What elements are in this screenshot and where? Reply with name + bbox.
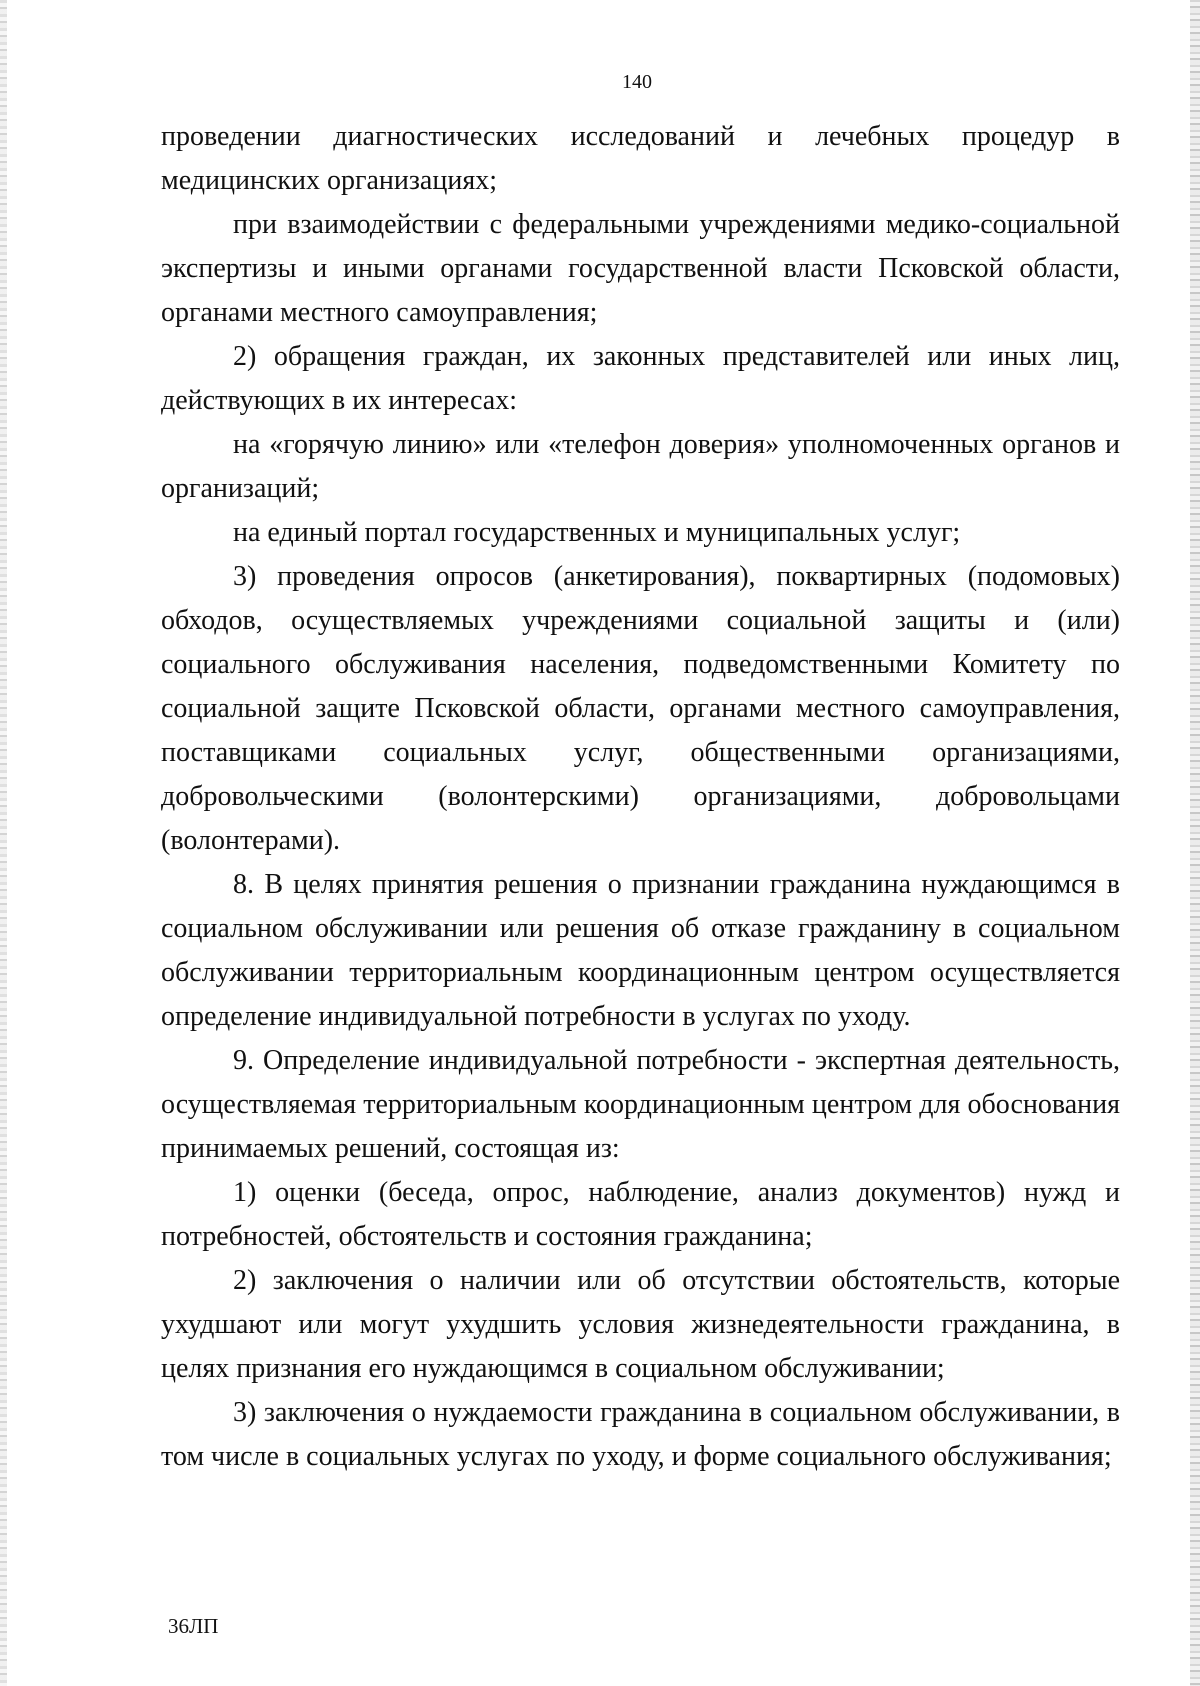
paragraph-interaction-authorities: при взаимодействии с федеральными учреждениями медико-социальной экспертизы и иными органами государственной власти Псковской области, органами местного самоуправления; <box>161 209 1120 328</box>
paragraph-unified-portal: на единый портал государственных и муниципальных услуг; <box>233 517 961 548</box>
paragraph-clause-8: 8. В целях принятия решения о признании гражданина нуждающимся в социальном обслуживании или решения об отказе гражданину в социальном обслуживании территориальным координационным центром осуществляется определение индивидуальной потребности в услугах по уходу. <box>161 869 1120 1032</box>
paragraph-item-2-conclusion: 2) заключения о наличии или об отсутствии обстоятельств, которые ухудшают или могут ухудшить условия жизнедеятельности гражданина, в целях признания его нуждающимся в социальном обслуживании; <box>161 1265 1120 1384</box>
paragraph-continuation: проведении диагностических исследований и лечебных процедур в медицинских организациях; <box>161 121 1120 196</box>
paragraph-clause-9: 9. Определение индивидуальной потребности - экспертная деятельность, осуществляемая территориальным координационным центром для обоснования принимаемых решений, состоящая из: <box>161 1045 1120 1164</box>
paragraph-item-3-surveys: 3) проведения опросов (анкетирования), поквартирных (подомовых) обходов, осуществляемых учреждениями социальной защиты и (или) социального обслуживания населения, подведомственными Комитету по социальной защите Псковской области, органами местного самоуправления, поставщиками социальных услуг, общественными организациями, добровольческими (волонтерскими) организациями, добровольцами (волонтерами). <box>161 561 1120 856</box>
paragraph-item-3-conclusion: 3) заключения о нуждаемости гражданина в социальном обслуживании, в том числе в социальных услугах по уходу, и форме социального обслуживания; <box>161 1397 1120 1472</box>
paragraph-item-1-assessment: 1) оценки (беседа, опрос, наблюдение, анализ документов) нужд и потребностей, обстоятельств и состояния гражданина; <box>161 1177 1120 1252</box>
scan-edge-right <box>1190 0 1200 1686</box>
footer-document-code: 36ЛП <box>168 1614 219 1638</box>
document-body <box>161 115 1120 1479</box>
paragraph-item-2-citizen-appeals: 2) обращения граждан, их законных представителей или иных лиц, действующих в их интересах: <box>161 341 1120 416</box>
paragraph-hotline: на «горячую линию» или «телефон доверия» уполномоченных органов и организаций; <box>161 429 1120 504</box>
page-number: 140 <box>622 71 652 93</box>
scan-edge-left <box>0 0 7 1686</box>
